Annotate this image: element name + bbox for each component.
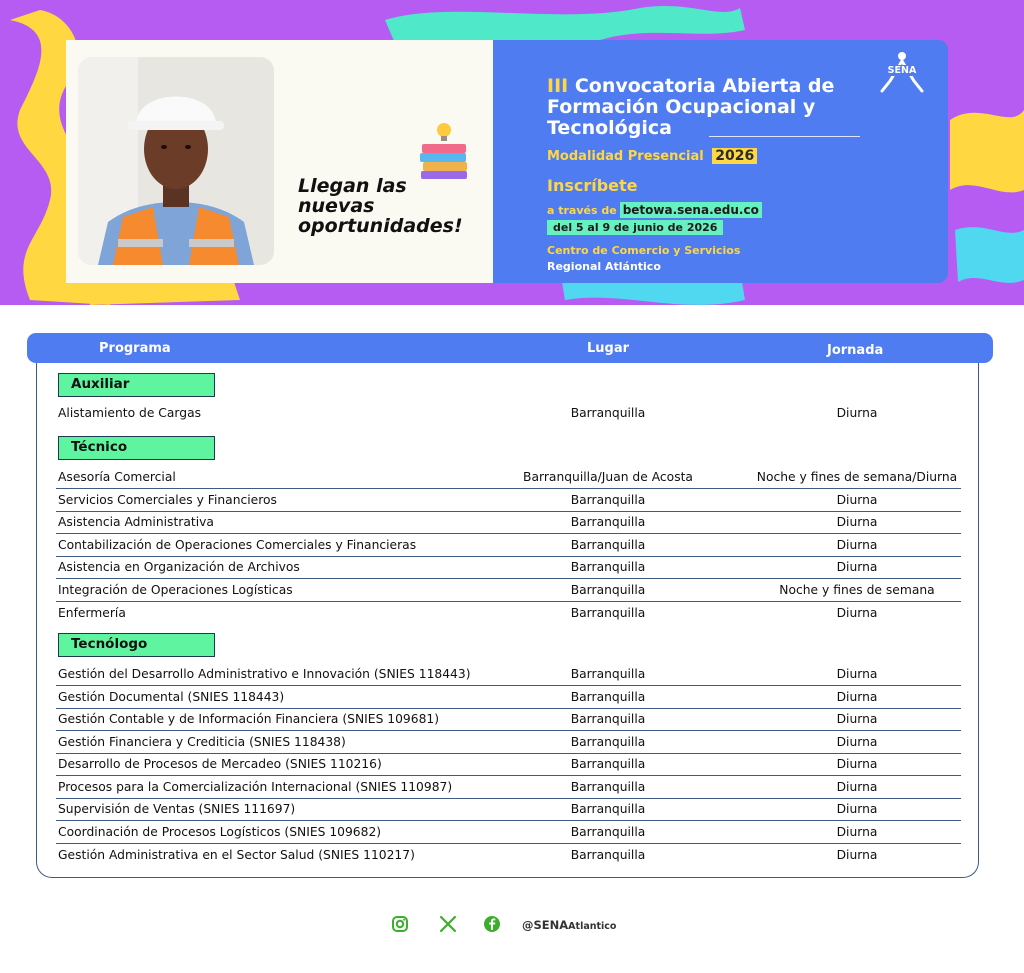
cell-lugar: Barranquilla/Juan de Acosta [523,470,693,484]
cell-lugar: Barranquilla [570,583,646,597]
cell-jornada: Diurna [836,712,878,726]
cell-lugar: Barranquilla [570,515,646,529]
table-row [56,687,961,709]
convocatoria-title [547,76,867,139]
inscribete-heading: Inscríbete [547,176,638,195]
handle-suffix: Atlantico [568,921,617,932]
year-part-b: 26 [734,148,755,164]
cell-jornada: Diurna [836,560,878,574]
cell-programa: Gestión del Desarrollo Administrativo e Innovación (SNIES 118443) [58,667,471,681]
category-tecnico: Técnico [58,436,215,460]
slogan: Llegan las nuevas oportunidades! [298,175,463,237]
regional-name: Regional Atlántico [547,260,661,273]
cell-jornada: Diurna [836,406,878,420]
table-row [56,709,961,731]
cell-jornada: Diurna [836,690,878,704]
cell-programa: Asistencia Administrativa [58,515,214,529]
cell-programa: Asistencia en Organización de Archivos [58,560,300,574]
cell-lugar: Barranquilla [570,757,646,771]
table-row [56,777,961,799]
cell-lugar: Barranquilla [570,406,646,420]
cell-jornada: Diurna [836,515,878,529]
cell-programa: Procesos para la Comercialización Internacional (SNIES 110987) [58,780,453,794]
table-row [56,845,961,867]
cell-programa: Contabilización de Operaciones Comerciales y Financieras [58,538,417,552]
table-row [56,754,961,776]
books-lightbulb-icon [418,120,470,180]
facebook-icon[interactable] [483,915,501,933]
instagram-icon[interactable] [391,915,409,933]
cell-programa: Alistamiento de Cargas [58,406,202,420]
table-row [56,664,961,686]
header-lugar: Lugar [587,341,630,356]
cell-lugar: Barranquilla [570,690,646,704]
cell-programa: Asesoría Comercial [58,470,176,484]
title-roman-numeral: III [547,75,569,97]
modalidad-label: Modalidad Presencial [547,149,704,164]
cell-lugar: Barranquilla [570,712,646,726]
cell-lugar: Barranquilla [570,538,646,552]
header-jornada: Jornada [827,343,884,358]
cell-programa: Servicios Comerciales y Financieros [58,493,277,507]
cell-lugar: Barranquilla [570,780,646,794]
registration-url[interactable]: betowa.sena.edu.co [620,202,762,218]
banner [0,0,1024,305]
cell-programa: Gestión Financiera y Crediticia (SNIES 118438) [58,735,346,749]
category-tecnologo: Tecnólogo [58,633,215,657]
table-row [56,603,961,625]
cell-jornada: Diurna [836,848,878,862]
cell-programa: Integración de Operaciones Logísticas [58,583,293,597]
social-handle[interactable] [522,918,616,932]
cell-programa: Gestión Documental (SNIES 118443) [58,690,285,704]
cell-jornada: Diurna [836,606,878,620]
table-row [56,535,961,557]
cell-lugar: Barranquilla [570,667,646,681]
cell-jornada: Noche y fines de semana [779,583,935,597]
cell-jornada: Diurna [836,825,878,839]
centro-name: Centro de Comercio y Servicios [547,244,741,257]
hero-card [66,40,496,283]
year-part-a: 20 [715,148,735,164]
table-row [56,580,961,602]
table-row [56,490,961,512]
cell-lugar: Barranquilla [570,560,646,574]
traves-label: a través de [547,204,617,217]
cell-lugar: Barranquilla [570,825,646,839]
cell-lugar: Barranquilla [570,735,646,749]
header-programa: Programa [99,341,171,356]
cell-jornada: Diurna [836,538,878,552]
cell-programa: Gestión Contable y de Información Financiera (SNIES 109681) [58,712,440,726]
cell-lugar: Barranquilla [570,606,646,620]
year-badge [712,148,757,164]
registration-dates: del 5 al 9 de junio de 2026 [547,220,723,235]
cell-programa: Supervisión de Ventas (SNIES 111697) [58,802,296,816]
cell-jornada: Diurna [836,802,878,816]
cell-programa: Gestión Administrativa en el Sector Salud (SNIES 110217) [58,848,415,862]
modalidad [547,148,757,164]
cell-programa: Coordinación de Procesos Logísticos (SNIES 109682) [58,825,382,839]
table-row [56,557,961,579]
info-panel [493,40,948,283]
cell-jornada: Diurna [836,493,878,507]
table-row [56,732,961,754]
registration-line [547,202,762,218]
table-row [56,403,961,425]
handle-main: @SENA [522,918,569,932]
title-text: Convocatoria Abierta de Formación Ocupacional y Tecnológica [547,75,835,139]
sena-logo-text: SENA [878,65,926,76]
table-header [27,333,993,363]
cell-jornada: Diurna [836,757,878,771]
cell-lugar: Barranquilla [570,493,646,507]
cell-jornada: Diurna [836,780,878,794]
sena-logo [878,51,926,97]
table-row [56,467,961,489]
worker-photo [78,57,274,265]
table-row [56,822,961,844]
x-icon[interactable] [439,915,457,933]
cell-programa: Desarrollo de Procesos de Mercadeo (SNIES 110216) [58,757,382,771]
cell-jornada: Noche y fines de semana/Diurna [756,470,958,484]
table-row [56,512,961,534]
table-row [56,799,961,821]
title-underline [709,136,860,137]
cell-programa: Enfermería [58,606,126,620]
cell-jornada: Diurna [836,667,878,681]
category-auxiliar: Auxiliar [58,373,215,397]
cell-lugar: Barranquilla [570,848,646,862]
cell-jornada: Diurna [836,735,878,749]
cell-lugar: Barranquilla [570,802,646,816]
